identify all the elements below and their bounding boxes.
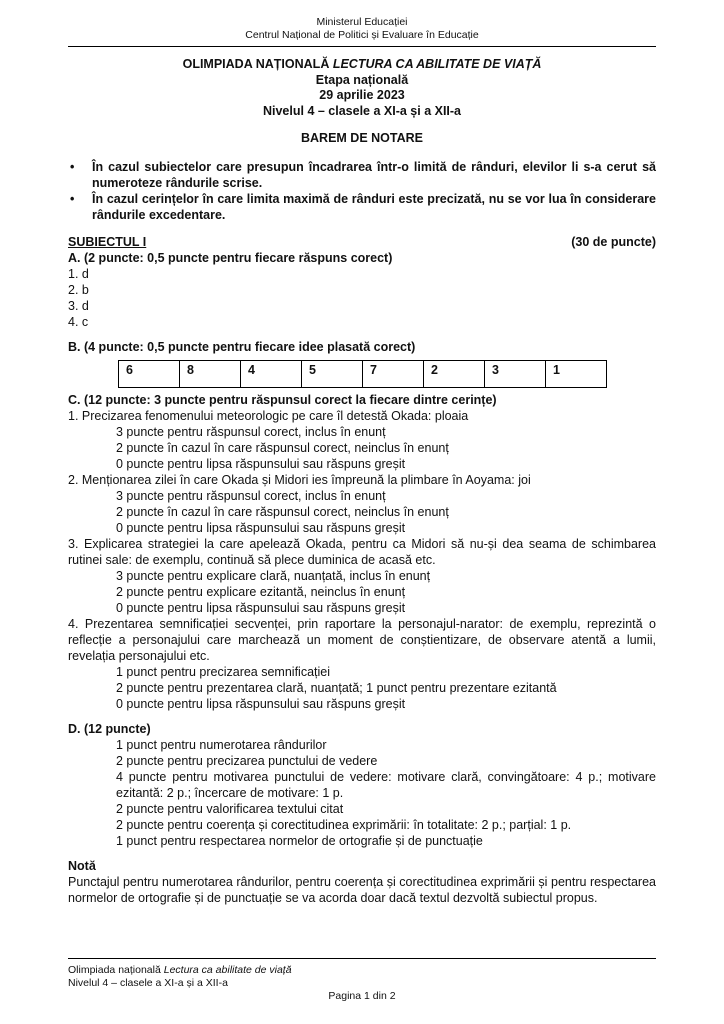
answer-item: 4. c (68, 315, 89, 329)
footer-line-2: Nivelul 4 – clasele a XI-a și a XII-a (68, 977, 228, 989)
note-title: Notă (68, 859, 96, 873)
page-footer (68, 964, 292, 990)
barem-heading: BAREM DE NOTARE (301, 131, 423, 145)
scoring-line: 4 puncte pentru motivarea punctului de vedere: motivare clară, convingătoare: 4 p.; motivare ezitantă: 2 p.; încercare de motivare: 1 p. (116, 770, 656, 800)
level-title: Nivelul 4 – clasele a XI-a și a XII-a (262, 103, 462, 118)
page-number: Pagina 1 din 2 (328, 990, 396, 1002)
section-d-heading: D. (12 puncte) (68, 722, 151, 736)
olympiad-title-prefix: OLIMPIADA NAȚIONALĂ (182, 57, 333, 71)
order-cell: 7 (363, 361, 424, 388)
stage-title: Etapa națională (315, 72, 409, 87)
subject-heading (68, 234, 656, 250)
footer-line-1 (68, 964, 292, 977)
order-row (119, 361, 607, 388)
requirement-text: 3. Explicarea strategiei la care apelează Okada, pentru ca Midori să nu-și dea seama de schimbarea rutinei sale: de exemplu, continuă să plece duminica de acasă etc. (68, 537, 656, 567)
page-header (0, 16, 724, 42)
section-c-heading: C. (12 puncte: 3 puncte pentru răspunsul corect la fiecare dintre cerințe) (68, 393, 497, 407)
section-c (68, 392, 656, 712)
subject-title: SUBIECTUL I (68, 235, 147, 249)
scoring-line: 2 puncte pentru explicare ezitantă, neinclus în enunț (116, 585, 406, 599)
scoring-line: 2 puncte în cazul în care răspunsul corect, neinclus în enunț (116, 441, 449, 455)
scoring-line: 2 puncte pentru coerența și corectitudinea exprimării: în totalitate: 2 p.; parțial: 1 p. (116, 818, 572, 832)
footer-italic: Lectura ca abilitate de viață (163, 964, 292, 976)
requirement-text: 4. Prezentarea semnificației secvenței, prin raportare la personajul-narator: de exemplu, reprezintă o reflecție a personajului care marchează un moment de conștientizare, de observare atentă a lumii, revelația personajului etc. (68, 617, 656, 663)
scoring-line: 0 puncte pentru lipsa răspunsului sau răspuns greșit (116, 601, 406, 615)
scoring-line: 0 puncte pentru lipsa răspunsului sau răspuns greșit (116, 697, 406, 711)
requirement-text: 1. Precizarea fenomenului meteorologic pe care îl detestă Okada: ploaia (68, 409, 469, 423)
scoring-line: 2 puncte pentru precizarea punctului de vedere (116, 754, 378, 768)
section-b (68, 339, 656, 388)
title-block (68, 57, 656, 119)
order-cell: 6 (119, 361, 180, 388)
note-section (68, 858, 656, 906)
scoring-line: 3 puncte pentru răspunsul corect, inclus în enunț (116, 425, 386, 439)
scoring-line: 0 puncte pentru lipsa răspunsului sau răspuns greșit (116, 457, 406, 471)
instruction-text: În cazul subiectelor care presupun încadrarea într-o limită de rânduri, elevilor li s-a cerut să numeroteze rândurile scrise. (92, 160, 656, 190)
scoring-line: 0 puncte pentru lipsa răspunsului sau răspuns greșit (116, 521, 406, 535)
scoring-line: 3 puncte pentru explicare clară, nuanțată, inclus în enunț (116, 569, 431, 583)
bullet-icon: • (70, 160, 75, 174)
instruction-item (68, 191, 656, 223)
section-b-heading: B. (4 puncte: 0,5 puncte pentru fiecare idee plasată corect) (68, 340, 416, 354)
answer-item: 3. d (68, 299, 89, 313)
bullet-icon: • (70, 192, 75, 206)
section-a (68, 250, 656, 330)
instructions-list (68, 159, 656, 223)
scoring-line: 2 puncte pentru prezentarea clară, nuanțată; 1 punct pentru prezentare ezitantă (116, 681, 557, 695)
order-table (118, 360, 607, 388)
note-text: Punctajul pentru numerotarea rândurilor, pentru coerența și corectitudinea exprimării și pentru respectarea normelor de ortografie și de punctuație se va acorda doar dacă textul dezvoltă subiectul propus. (68, 875, 656, 905)
instruction-text: În cazul cerințelor în care limita maximă de rânduri este precizată, nu se vor lua în considerare rândurile excedentare. (92, 192, 656, 222)
section-d (68, 721, 656, 849)
order-cell: 8 (180, 361, 241, 388)
exam-date: 29 aprilie 2023 (319, 88, 405, 102)
order-cell: 4 (241, 361, 302, 388)
section-a-heading: A. (2 puncte: 0,5 puncte pentru fiecare răspuns corect) (68, 251, 393, 265)
document-body (68, 57, 656, 906)
header-center: Centrul Național de Politici și Evaluare în Educație (245, 29, 479, 41)
order-cell: 3 (485, 361, 546, 388)
order-cell: 1 (546, 361, 607, 388)
scoring-line: 3 puncte pentru răspunsul corect, inclus în enunț (116, 489, 386, 503)
header-ministry: Ministerul Educației (316, 16, 408, 28)
olympiad-title (68, 57, 656, 73)
header-divider (68, 46, 656, 47)
scoring-line: 1 punct pentru numerotarea rândurilor (116, 738, 327, 752)
instruction-item (68, 159, 656, 191)
scoring-line: 2 puncte în cazul în care răspunsul corect, neinclus în enunț (116, 505, 449, 519)
footer-divider (68, 958, 656, 959)
scoring-line: 2 puncte pentru valorificarea textului citat (116, 802, 344, 816)
order-cell: 2 (424, 361, 485, 388)
olympiad-title-italic: LECTURA CA ABILITATE DE VIAȚĂ (332, 57, 542, 71)
subject-points: (30 de puncte) (571, 235, 656, 249)
scoring-line: 1 punct pentru precizarea semnificației (116, 665, 331, 679)
answer-item: 1. d (68, 267, 89, 281)
order-cell: 5 (302, 361, 363, 388)
requirement-text: 2. Menționarea zilei în care Okada și Midori ies împreună la plimbare în Aoyama: joi (68, 473, 531, 487)
scoring-line: 1 punct pentru respectarea normelor de ortografie și de punctuație (116, 834, 483, 848)
footer-prefix: Olimpiada națională (68, 964, 164, 976)
answer-item: 2. b (68, 283, 89, 297)
